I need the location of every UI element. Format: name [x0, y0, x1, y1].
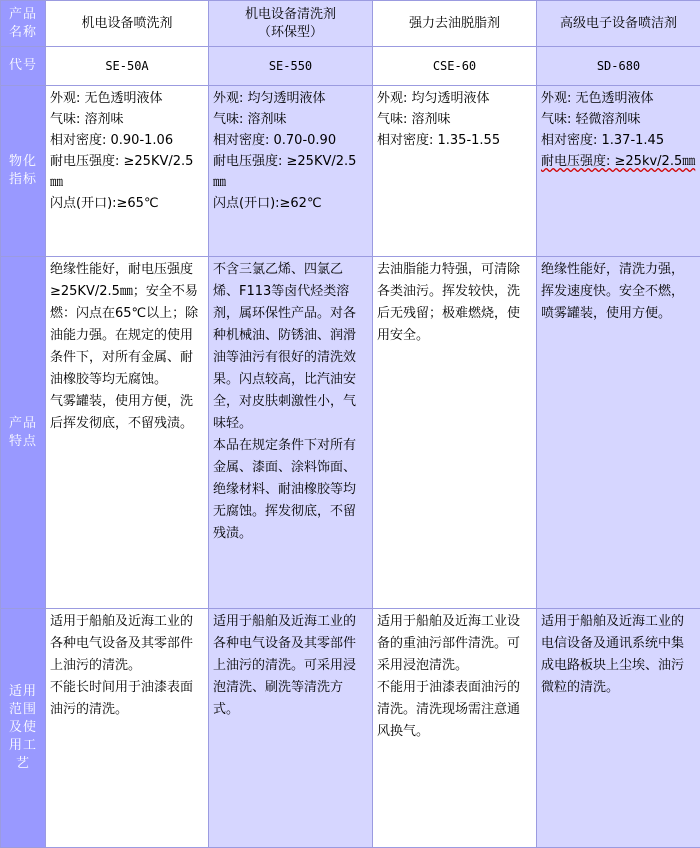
product-usage-2: [209, 609, 373, 848]
features-row: [1, 257, 700, 609]
prop-line: 闪点(开口):≥62℃: [213, 193, 368, 214]
product-title-4: [537, 1, 700, 47]
prop-line-squiggle: 耐电压强度: ≥25kv/2.5㎜: [541, 151, 696, 172]
product-title-2-line-1: 机电设备清洗剂: [213, 6, 368, 24]
prop-line: 气味: 溶剂味: [213, 109, 368, 130]
props-row: [1, 86, 700, 257]
row-header-name: [1, 1, 46, 47]
product-usage-3: [373, 609, 537, 848]
product-title-1: [46, 1, 209, 47]
product-features-1: [46, 257, 209, 609]
product-features-3: [373, 257, 537, 609]
features-text: 绝缘性能好，清洗力强，挥发速度快。安全不燃，喷雾罐装，使用方便。: [541, 259, 696, 325]
row-header-features-text: 产品 特点: [7, 415, 39, 451]
prop-line: 耐电压强度: ≥25KV/2.5㎜: [50, 151, 204, 193]
usage-text: 适用于船舶及近海工业的电信设备及通讯系统中集成电路板块上尘埃、油污微粒的清洗。: [541, 611, 696, 699]
row-header-props: [1, 86, 46, 257]
features-text: 不含三氯乙烯、四氯乙烯、F113等卤代烃类溶剂，属环保性产品。对各种机械油、防锈油、润滑油等油污有很好的清洗效果。闪点较高，比汽油安全，对皮肤刺激性小，气味轻。 本品在规定条件下对所有金属、漆面、涂料饰面、绝缘材料、耐油橡胶等均无腐蚀。挥发彻底，不留残渍。: [213, 259, 368, 545]
usage-text: 适用于船舶及近海工业的各种电气设备及其零部件上油污的清洗。可采用浸泡清洗、刷洗等清洗方式。: [213, 611, 368, 721]
row-header-code: 代号: [1, 47, 46, 86]
product-title-1-line-1: 机电设备喷洗剂: [50, 15, 204, 33]
product-props-3: [373, 86, 537, 257]
product-props-4: [537, 86, 700, 257]
product-title-3: [373, 1, 537, 47]
prop-line: 气味: 溶剂味: [50, 109, 204, 130]
prop-line: 相对密度: 1.37-1.45: [541, 130, 696, 151]
product-features-2: [209, 257, 373, 609]
code-row: [1, 47, 700, 86]
product-props-1: [46, 86, 209, 257]
row-header-name-text: 产品 名称: [7, 6, 39, 42]
product-code-1: SE-50A: [46, 47, 209, 86]
row-header-features: [1, 257, 46, 609]
product-title-3-line-1: 强力去油脱脂剂: [377, 15, 532, 33]
product-features-4: [537, 257, 700, 609]
prop-line: 相对密度: 0.70-0.90: [213, 130, 368, 151]
prop-line: 气味: 轻微溶剂味: [541, 109, 696, 130]
product-title-2: [209, 1, 373, 47]
prop-line: 外观: 均匀透明液体: [377, 88, 532, 109]
usage-row: [1, 609, 700, 848]
row-header-props-text: 物化 指标: [7, 153, 39, 189]
row-header-usage-text: 适用 范围 及使 用工 艺: [7, 683, 39, 773]
features-text: 绝缘性能好，耐电压强度≥25KV/2.5㎜；安全不易燃：闪点在65℃以上；除油能力强。在规定的使用条件下，对所有金属、耐油橡胶等均无腐蚀。 气雾罐装，使用方便，洗后挥发彻底，不留残渍。: [50, 259, 204, 435]
name-row: [1, 1, 700, 47]
features-text: 去油脂能力特强，可清除各类油污。挥发较快，洗后无残留；极难燃烧，使用安全。: [377, 259, 532, 347]
prop-line: 相对密度: 0.90-1.06: [50, 130, 204, 151]
product-props-2: [209, 86, 373, 257]
product-usage-1: [46, 609, 209, 848]
prop-line: 外观: 均匀透明液体: [213, 88, 368, 109]
product-code-4: SD-680: [537, 47, 700, 86]
product-title-2-line-2: （环保型）: [213, 24, 368, 42]
product-title-4-line-1: 高级电子设备喷洁剂: [541, 15, 696, 33]
usage-text: 适用于船舶及近海工业设备的重油污部件清洗。可采用浸泡清洗。 不能用于油漆表面油污的清洗。清洗现场需注意通风换气。: [377, 611, 532, 743]
prop-line: 气味: 溶剂味: [377, 109, 532, 130]
product-usage-4: [537, 609, 700, 848]
product-code-3: CSE-60: [373, 47, 537, 86]
prop-line: 相对密度: 1.35-1.55: [377, 130, 532, 151]
prop-line: 耐电压强度: ≥25KV/2.5㎜: [213, 151, 368, 193]
row-header-usage: [1, 609, 46, 848]
prop-line: 外观: 无色透明液体: [541, 88, 696, 109]
usage-text: 适用于船舶及近海工业的各种电气设备及其零部件上油污的清洗。 不能长时间用于油漆表面油污的清洗。: [50, 611, 204, 721]
prop-line: 闪点(开口):≥65℃: [50, 193, 204, 214]
product-code-2: SE-550: [209, 47, 373, 86]
prop-line: 外观: 无色透明液体: [50, 88, 204, 109]
